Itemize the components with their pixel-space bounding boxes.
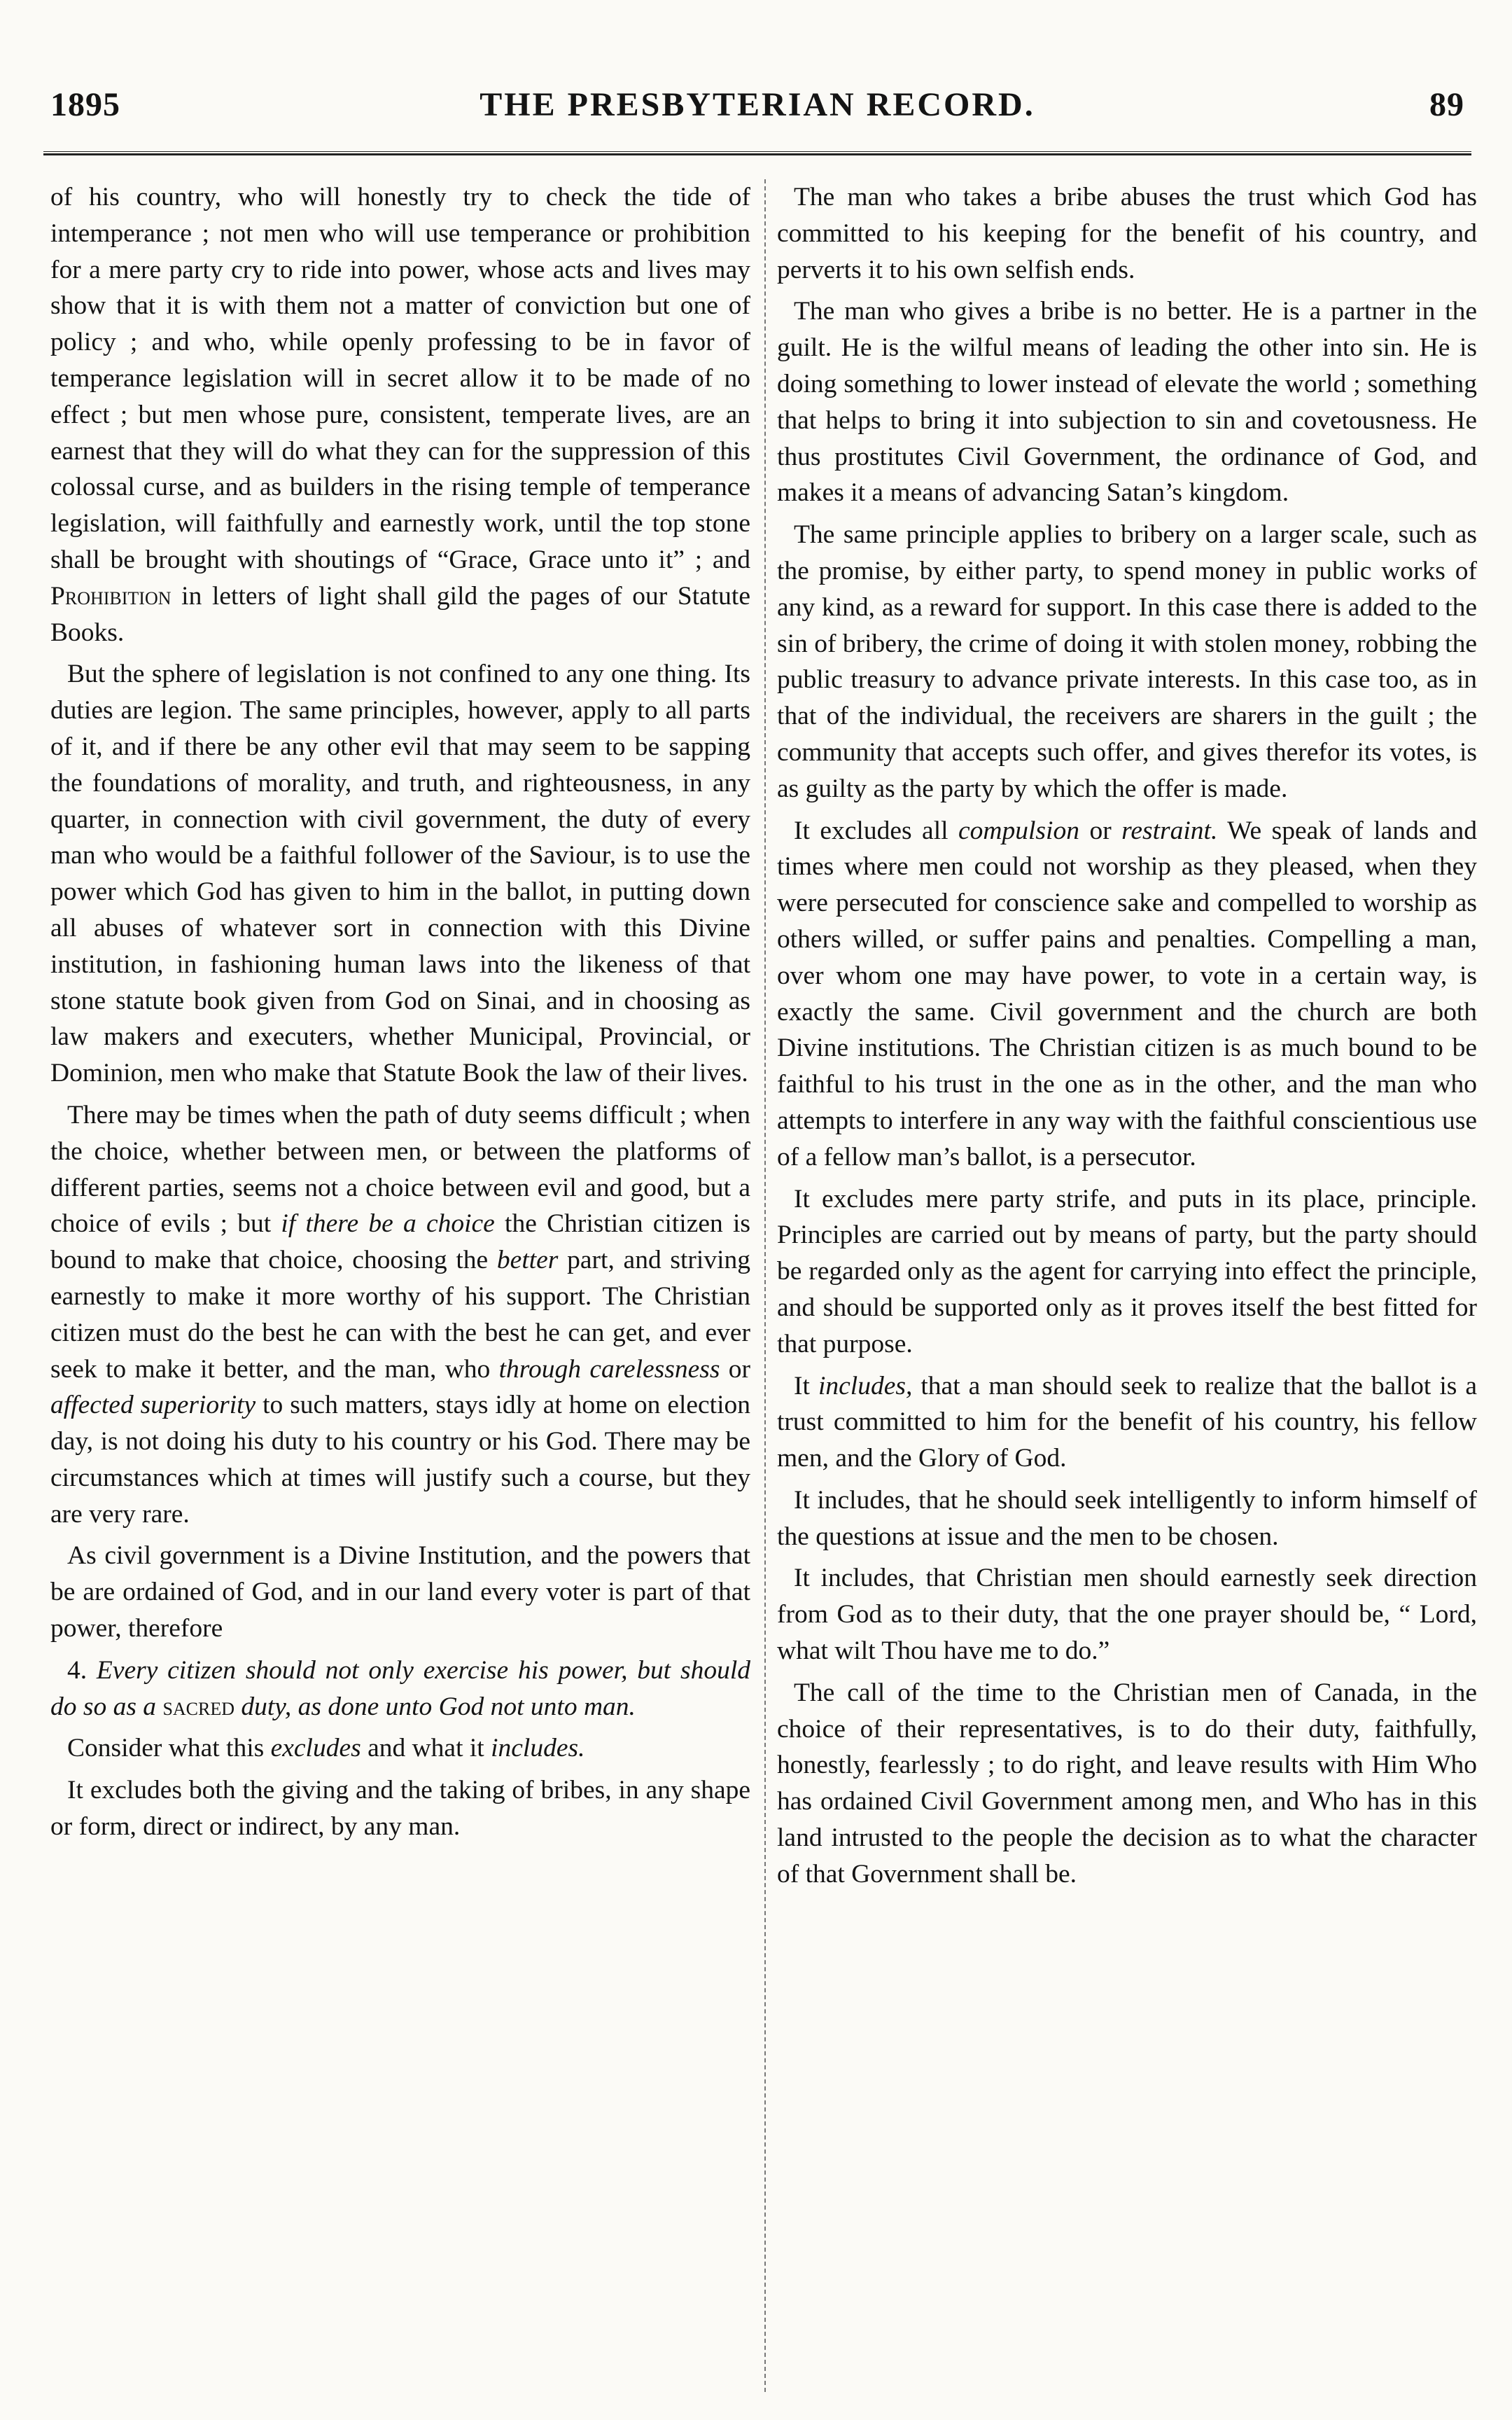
small-caps-word: sacred — [162, 1692, 235, 1721]
text-run: It — [794, 1371, 810, 1400]
text-run: the Christian citizen is bound to make that choice, choosing the — [50, 1209, 750, 1275]
text-run: and what it — [368, 1734, 484, 1763]
paragraph — [50, 179, 750, 651]
text-run: or — [728, 1354, 751, 1384]
italic-phrase: excludes — [270, 1734, 361, 1763]
paragraph — [50, 1097, 750, 1533]
paragraph: The same principle applies to bribery on a larger scale, such as the promise, by either party, to spend money in public works of any kind, as a reward for support. In this case there is added to the sin of bribery, the crime of doing it with stolen money, robbing the public treasury to advance private interests. In this case too, as in that of the individual, the receivers are sharers in the guilt ; the community that accepts such offer, and gives therefor its votes, is as guilty as the party by which the offer is made. — [777, 520, 1477, 803]
italic-phrase: includes, — [818, 1371, 913, 1400]
text-run: There may be times when the path of duty seems difficult ; when the choice, whether between men, or between the platforms of different parties, seems not a choice between evil and good, but a choice of evils ; but — [50, 1100, 750, 1239]
italic-phrase: duty, as done unto God not unto man. — [241, 1692, 636, 1721]
paragraph: The man who gives a bribe is no better. He is a partner in the guilt. He is the wilful means of leading the other into sin. He is doing something to lower instead of elevate the world ; something that helps to bring it into subjection to sin and covetousness. He thus prostitutes Civil Government, the ordinance of God, and makes it a means of advancing Satan’s kingdom. — [777, 297, 1477, 508]
text-run: It excludes all — [794, 816, 948, 845]
paragraph — [50, 1730, 750, 1767]
italic-phrase: affected superiority — [50, 1391, 256, 1420]
paragraph — [777, 813, 1477, 1176]
italic-phrase: through carelessness — [498, 1354, 720, 1384]
header-rule — [43, 151, 1471, 155]
text-run: to such matters, stays idly at home on election day, is not doing his duty to his country or his God. There may be circumstances which at times will justify such a course, but they are very rare. — [50, 1391, 751, 1529]
journal-title: THE PRESBYTERIAN RECORD. — [479, 86, 1035, 123]
text-run: in letters of light shall gild the pages of our Statute Books. — [50, 581, 750, 647]
numbered-heading — [50, 1653, 750, 1725]
header-year: 1895 — [50, 86, 120, 123]
italic-phrase: includes. — [491, 1734, 585, 1763]
left-column — [50, 179, 750, 1851]
italic-phrase: Every citizen should not only exercise his power, but should do so as a — [50, 1655, 750, 1721]
italic-phrase: better — [496, 1246, 559, 1275]
text-run: that a man should seek to realize that the ballot is a trust committed to him for the benefit of his country, his fellow men, and the Glory of God. — [777, 1371, 1478, 1473]
text-run: Consider what this — [67, 1734, 265, 1763]
text-run: part, and striving earnestly to make it more worthy of his support. The Christian citizen must do the best he can with the best he can get, and ever seek to make it better, and the man, who — [50, 1246, 751, 1384]
italic-phrase: if there be a choice — [281, 1209, 495, 1239]
text-run: of his country, who will honestly try to check the tide of intemperance ; not men who will use temperance or prohibition for a mere party cry to ride into power, whose acts and lives may show that it is with them not a matter of conviction but one of policy ; and who, while openly professing to be in favor of temperance legislation will in secret allow it to be made of no effect ; but men whose pure, consistent, temperate lives, are an earnest that they will do what they can for the suppression of this colossal curse, and as builders in the rising temple of temperance legislation, will faithfully and earnestly work, until the top stone shall be brought with shoutings of “Grace, Grace unto it” ; and — [50, 183, 750, 574]
paragraph — [777, 1368, 1477, 1477]
running-head — [43, 76, 1471, 132]
paragraph: The man who takes a bribe abuses the trust which God has committed to his keeping for the benefit of his country, and perverts it to his own selfish ends. — [777, 183, 1477, 284]
paragraph: It includes, that Christian men should earnestly seek direction from God as to their duty, that the one prayer should be, “ Lord, what wilt Thou have me to do.” — [777, 1564, 1477, 1666]
paragraph: As civil government is a Divine Institution, and the powers that be are ordained of God, and in our land every voter is part of that power, therefore — [50, 1541, 750, 1643]
paragraph: It excludes both the giving and the taking of bribes, in any shape or form, direct or indirect, by any man. — [50, 1776, 750, 1842]
paragraph: It excludes mere party strife, and puts in its place, principle. Principles are carried out by means of party, but the party should be regarded only as the agent for carrying into effect the principle, and should be supported only as it proves itself the best fitted for that purpose. — [777, 1184, 1477, 1358]
paragraph: It includes, that he should seek intelligently to inform himself of the questions at issue and the men to be chosen. — [777, 1485, 1477, 1551]
small-caps-word: Prohibition — [50, 581, 172, 611]
page — [43, 76, 1478, 2400]
right-column — [777, 179, 1477, 1898]
page-number: 89 — [1429, 86, 1464, 123]
paragraph: The call of the time to the Christian men of Canada, in the choice of their representatives, is to do their duty, faithfully, honestly, fearlessly ; to do right, and leave results with Him Who has ordained Civil Government among men, and Who has in this land intrusted to the people the decision as to what the character of that Government shall be. — [777, 1678, 1477, 1889]
italic-phrase: compulsion — [958, 816, 1079, 845]
item-number: 4. — [67, 1655, 88, 1685]
text-run: We speak of lands and times where men could not worship as they pleased, when they were persecuted for conscience sake and compelled to worship as others willed, or suffer pains and penalties. Compelling a man, over whom one may have power, to vote in a certain way, is exactly the same. Civil government and the church are both Divine institutions. The Christian citizen is as much bound to be faithful to his trust in the one as in the other, and the man who attempts to interfere in any way with the faithful conscientious use of a fellow man’s ballot, is a persecutor. — [777, 816, 1478, 1171]
paragraph: But the sphere of legislation is not confined to any one thing. Its duties are legion. The same principles, however, apply to all parts of it, and if there be any other evil that may seem to be sapping the foundations of morality, and truth, and righteousness, in any quarter, in connection with civil government, the duty of every man who would be a faithful follower of the Saviour, is to use the power which God has given to him in the ballot, in putting down all abuses of whatever sort in connection with this Divine institution, in fashioning human laws into the likeness of that stone statute book given from God on Sinai, and in choosing as law makers and executers, whether Municipal, Provincial, or Dominion, men who make that Statute Book the law of their lives. — [50, 660, 750, 1088]
text-run: or — [1089, 816, 1112, 845]
italic-phrase: restraint. — [1121, 816, 1218, 845]
column-divider — [764, 179, 766, 2392]
article-body — [43, 179, 1478, 2392]
